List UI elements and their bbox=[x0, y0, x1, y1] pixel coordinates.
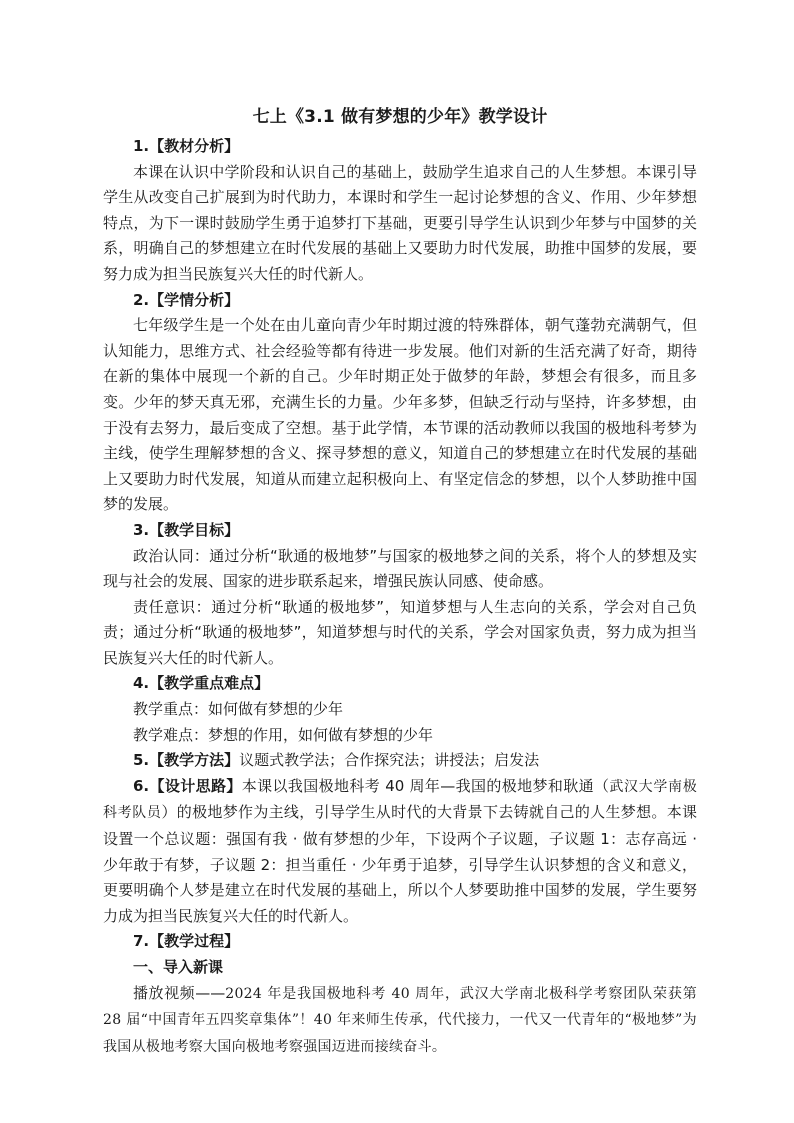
document-title: 七上《3.1 做有梦想的少年》教学设计 bbox=[252, 107, 548, 127]
paragraph-difficult-point: 教学难点：梦想的作用，如何做有梦想的少年 bbox=[133, 725, 434, 744]
section-heading-design-idea: 6.【设计思路】 bbox=[133, 776, 242, 795]
paragraph-political-identity: 政治认同：通过分析“耿通的极地梦”与国家的极地梦之间的关系，将个人的梦想及实现与社会的发展、国家的进步联系起来，增强民族认同感、使命感。 bbox=[103, 546, 697, 591]
design-idea-text-b: ）的极地梦作为主线，引导学生从时代的大背景下去铸就自己的人生梦想。本课设置一个总议题：强国有我 · 做有梦想的少年，下设两个子议题，子议题 1：志存高远 · 少年敢于有梦，子议题 2：担当重任 · 少年勇于追梦，引导学生认识梦想的含义和意义，更要明确个人梦是建立在时代发展的基础上，所以个人梦要助推中国梦的发展，学生要努力成为担当民族复兴大任的时代新人。 bbox=[103, 803, 697, 925]
paragraph-key-point: 教学重点：如何做有梦想的少年 bbox=[133, 700, 344, 719]
paragraph-teaching-methods bbox=[103, 748, 697, 774]
teaching-methods-text: 议题式教学法；合作探究法；讲授法；启发法 bbox=[239, 751, 540, 770]
design-idea-text-a: 本课以我国极地科考 40 周年—我国的极地梦和耿通（ bbox=[241, 776, 610, 795]
paragraph-responsibility: 责任意识：通过分析“耿通的极地梦”，知道梦想与人生志向的关系，学会对自己负责；通过分析“耿通的极地梦”，知道梦想与时代的关系，学会对国家负责，努力成为担当民族复兴大任的时代新人。 bbox=[103, 597, 697, 667]
paragraph-textbook-analysis: 本课在认识中学阶段和认识自己的基础上，鼓励学生追求自己的人生梦想。本课引导学生从改变自己扩展到为时代助力，本课时和学生一起讨论梦想的含义、作用、少年梦想特点，为下一课时鼓励学生勇于追梦打下基础，更要引导学生认识到少年梦与中国梦的关系，明确自己的梦想建立在时代发展的基础上又要助力时代发展，助推中国梦的发展，要努力成为担当民族复兴大任的时代新人。 bbox=[103, 162, 697, 283]
paragraph-design-idea bbox=[103, 774, 697, 930]
introduction-video-text: 2024 年是我国极地科考 40 周年，武汉大学南北极科学考察团队荣获第 28 届“中国青年五四奖章集体”！40 年来师生传承，代代接力，一代又一代青年的“极地梦”为我国从极地考察大国向极地考察强国迈进而接续奋斗。 bbox=[103, 985, 697, 1055]
document-body bbox=[103, 103, 697, 1060]
sub-heading-introduction: 一、导入新课 bbox=[133, 958, 224, 976]
section-heading-key-points: 4.【教学重点难点】 bbox=[133, 674, 270, 693]
section-heading-teaching-methods: 5.【教学方法】 bbox=[133, 751, 240, 770]
introduction-lead: 播放视频—— bbox=[133, 983, 226, 1002]
paragraph-introduction bbox=[103, 981, 697, 1061]
section-heading-teaching-process: 7.【教学过程】 bbox=[133, 932, 240, 951]
paragraph-student-analysis: 七年级学生是一个处在由儿童向青少年时期过渡的特殊群体，朝气蓬勃充满朝气，但认知能力，思维方式、社会经验等都有待进一步发展。他们对新的生活充满了好奇，期待在新的集体中展现一个新的自己。少年时期正处于做梦的年龄，梦想会有很多，而且多变。少年的梦天真无邪，充满生长的力量。少年多梦，但缺乏行动与坚持，许多梦想，由于没有去努力，最后变成了空想。基于此学情，本节课的活动教师以我国的极地科考梦为主线，使学生理解梦想的含义、探寻梦想的意义，知道自己的梦想建立在时代发展的基础上又要助力时代发展，知道从而建立起积极向上、有坚定信念的梦想，以个人梦助推中国梦的发展。 bbox=[103, 316, 697, 514]
section-heading-teaching-goals: 3.【教学目标】 bbox=[133, 520, 240, 539]
design-idea-note: 武汉大学南极科考队员 bbox=[103, 778, 697, 822]
section-heading-textbook-analysis: 1.【教材分析】 bbox=[133, 137, 240, 155]
section-heading-student-analysis: 2.【学情分析】 bbox=[133, 290, 240, 309]
